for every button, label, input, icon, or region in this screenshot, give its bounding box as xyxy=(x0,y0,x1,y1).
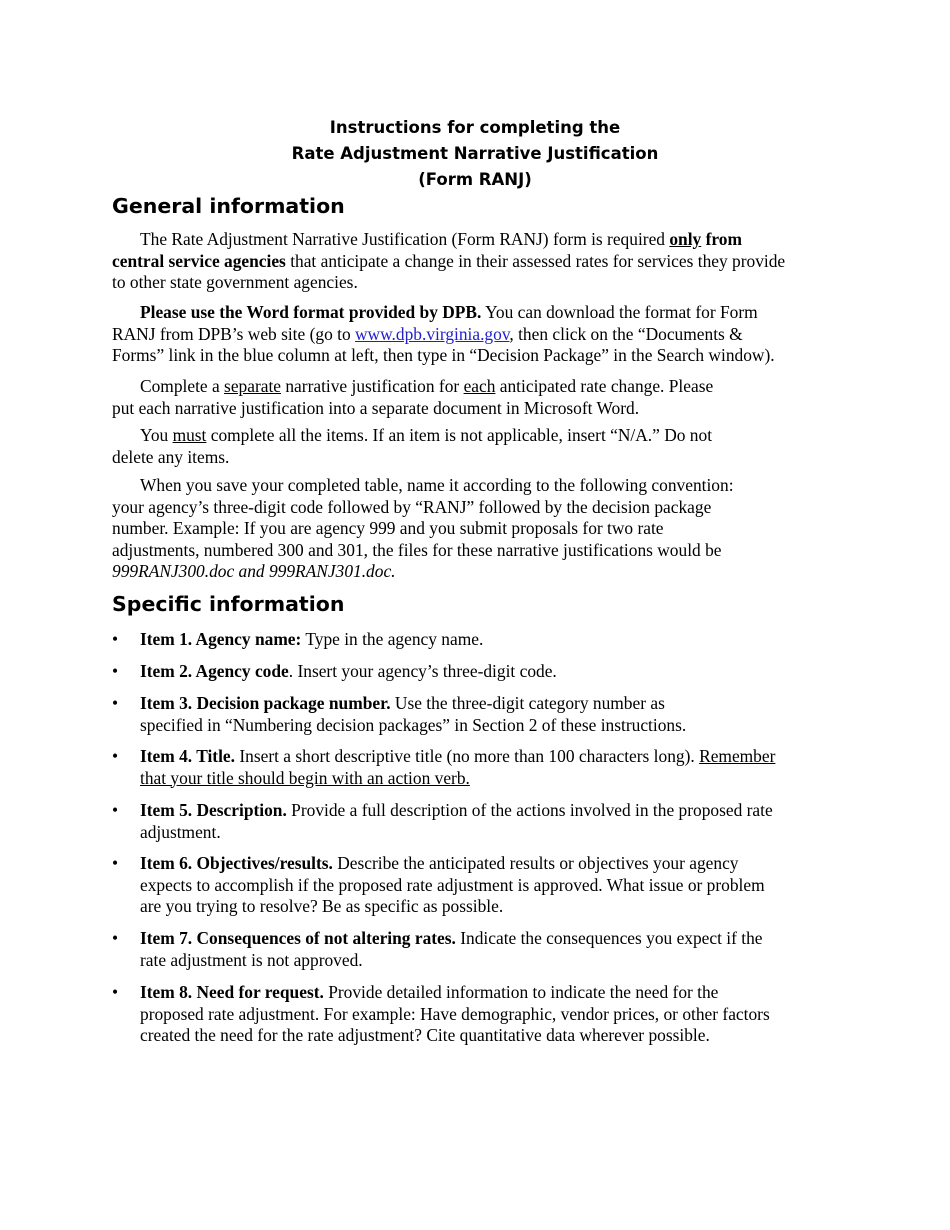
general-paragraph-2: Please use the Word format provided by DPB. You can download the format for Form RANJ from DPB’s web site (go to www.dpb.virginia.gov, then click on the “Documents & Forms” link in the blue column at left, then type in “Decision Package” in the Search window). xyxy=(112,302,775,366)
general-paragraph-4: You must complete all the items. If an item is not applicable, insert “N/A.” Do not delete any items. xyxy=(112,425,713,467)
example-filenames: 999RANJ300.doc and 999RANJ301.doc. xyxy=(112,561,396,582)
general-paragraph-1: The Rate Adjustment Narrative Justification (Form RANJ) form is required only from central service agencies that anticipate a change in their assessed rates for services they provide to other state government agencies. xyxy=(112,229,786,293)
document-page: Instructions for completing the Rate Adjustment Narrative Justification (Form RANJ) General information The Rate Adjustment Narrative Justification (Form RANJ) form is required only from central service agencies that anticipate a change in their assessed rates for services they provide to other state government agencies. Please use the Word format provided by DPB. You can download the format for Form RANJ from DPB’s web site (go to www.dpb.virginia.gov, then click on the “Documents & Forms” link in the blue column at left, then type in “Decision Package” in the Search window). Complete a separate narrative justification for each anticipated rate change. Please put each narrative justification into a separate document in Microsoft Word. You must complete all the items. If an item is not applicable, insert “N/A.” Do not delete any items. When you save your completed table, name it according to the following convention: your agency’s three-digit code followed by “RANJ” followed by the decision package number. Example: If you are agency 999 and you submit proposals for two rate adjustments, numbered 300 and 301, the files for these narrative justifications would be 999RANJ300.doc and 999RANJ301.doc. Specific information • Item 1. Agency name: Type in the agency name. • Item 2. Agency code. Insert your agency’s three-digit code. • Item 3. Decision package number. Use the three-digit category number as specified in “Numbering decision packages” in Section 2 of these instructions. • Item 4. Title. Insert a short descriptive title (no more than 100 characters long). Remember that your title should begin with an action verb. • Item 5. Description. Provide a full description of the actions involved in the proposed rate adjustment. • Item 6. Objectives/results. Describe the anticipated results or objectives your agency expects to accomplish if the proposed rate adjustment is approved. What issue or problem are you trying to resolve? Be as specific as possible. • Item 7. Consequences of not altering rates. Indicate the consequences you expect if the rate adjustment is not approved. • Item 8. Need for request. Provide detailed information to indicate the need for the proposed rate adjustment. For example: Have demographic, vendor prices, or other factors created the need for the rate adjustment? Cite quantitative data wherever possible. xyxy=(0,0,950,1230)
title-line-2: Rate Adjustment Narrative Justification xyxy=(291,144,659,163)
only-emphasis: only xyxy=(669,229,702,249)
bullet-icon: • xyxy=(112,853,119,873)
bullet-icon: • xyxy=(112,800,119,820)
title-line-1: Instructions for completing the xyxy=(329,118,621,137)
bullet-icon: • xyxy=(112,661,119,681)
bullet-icon: • xyxy=(112,629,119,649)
general-paragraph-3: Complete a separate narrative justification for each anticipated rate change. Please put each narrative justification into a separate document in Microsoft Word. xyxy=(112,376,714,418)
bullet-icon: • xyxy=(112,928,119,948)
document-title xyxy=(112,115,838,193)
general-information-heading: General information xyxy=(112,194,345,218)
bullet-icon: • xyxy=(112,746,119,766)
bullet-icon: • xyxy=(112,693,119,713)
central-service-agencies: central service agencies xyxy=(112,250,286,271)
title-line-3: (Form RANJ) xyxy=(418,170,532,189)
bullet-icon: • xyxy=(112,982,119,1002)
dpb-website-link[interactable]: www.dpb.virginia.gov xyxy=(354,323,510,344)
general-paragraph-5: When you save your completed table, name it according to the following convention: your agency’s three-digit code followed by “RANJ” followed by the decision package number. Example: If you are agency 999 and you submit proposals for two rate adjustments, numbered 300 and 301, the files for these narrative justifications would be 999RANJ300.doc and 999RANJ301.doc. xyxy=(112,475,838,583)
specific-information-heading: Specific information xyxy=(112,592,345,616)
